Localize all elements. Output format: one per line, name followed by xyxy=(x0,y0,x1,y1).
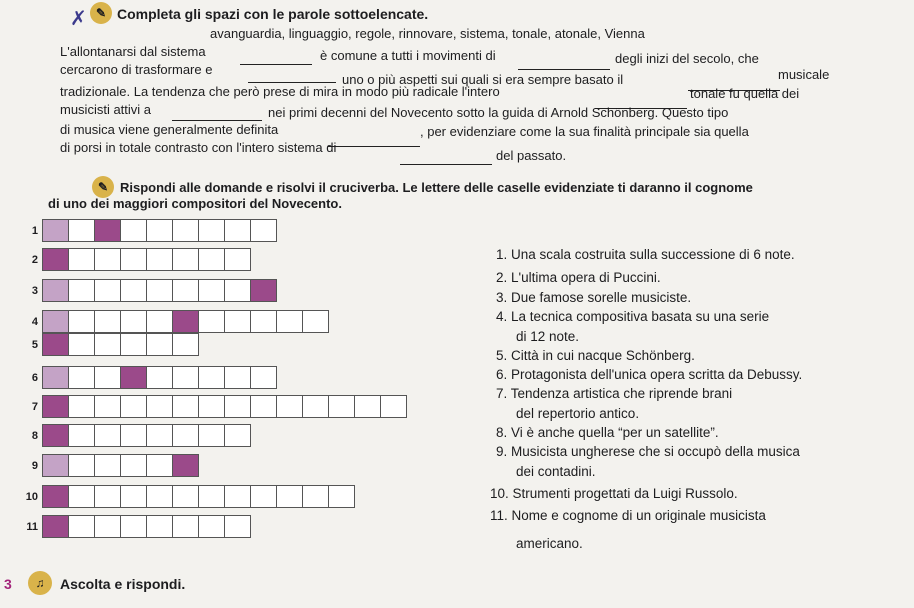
crossword-cell[interactable] xyxy=(250,485,277,508)
crossword-row-number: 11 xyxy=(26,520,38,533)
crossword-cell[interactable] xyxy=(120,219,147,242)
crossword-cell-highlighted[interactable] xyxy=(42,515,69,538)
clue: americano. xyxy=(516,536,583,551)
cross-mark-icon: ✗ xyxy=(70,8,87,30)
crossword-row-number: 10 xyxy=(25,490,38,503)
clue: dei contadini. xyxy=(516,464,596,479)
clue: 11. Nome e cognome di un originale musicista xyxy=(490,508,766,523)
crossword-cell[interactable] xyxy=(328,485,355,508)
clue: 3. Due famose sorelle musiciste. xyxy=(496,290,692,305)
clue: 6. Protagonista dell'unica opera scritta da Debussy. xyxy=(496,367,803,382)
crossword-cell[interactable] xyxy=(68,395,95,418)
crossword-cell-highlighted[interactable] xyxy=(42,395,69,418)
crossword-cell[interactable] xyxy=(94,424,121,447)
crossword-cell[interactable] xyxy=(224,515,251,538)
crossword-cell[interactable] xyxy=(276,485,303,508)
crossword-cell[interactable] xyxy=(68,424,95,447)
crossword-cell[interactable] xyxy=(94,248,121,271)
crossword-cell[interactable] xyxy=(146,366,173,389)
crossword-cell[interactable] xyxy=(302,310,329,333)
crossword-cell[interactable] xyxy=(276,310,303,333)
crossword-cell[interactable] xyxy=(68,279,95,302)
crossword-cell[interactable] xyxy=(172,485,199,508)
crossword-cell[interactable] xyxy=(68,248,95,271)
blank-field[interactable] xyxy=(400,152,492,165)
crossword-cell[interactable] xyxy=(94,485,121,508)
crossword-cell[interactable] xyxy=(198,279,225,302)
crossword-cell[interactable] xyxy=(120,454,147,477)
crossword-cell[interactable] xyxy=(302,395,329,418)
text-line: cercarono di trasformare e xyxy=(60,62,213,77)
blank-field[interactable] xyxy=(172,108,262,121)
crossword-row xyxy=(24,454,198,477)
crossword-cell[interactable] xyxy=(94,310,121,333)
crossword-cell[interactable] xyxy=(198,395,225,418)
crossword-cell[interactable] xyxy=(198,424,225,447)
crossword-cell[interactable] xyxy=(42,366,69,389)
crossword-row xyxy=(24,248,250,271)
blank-field[interactable] xyxy=(240,52,312,65)
crossword-cell[interactable] xyxy=(42,279,69,302)
crossword-cell[interactable] xyxy=(94,454,121,477)
crossword-cell-highlighted[interactable] xyxy=(250,279,277,302)
crossword-cell-highlighted[interactable] xyxy=(42,485,69,508)
crossword-cell[interactable] xyxy=(42,310,69,333)
clue: 5. Città in cui nacque Schönberg. xyxy=(496,348,695,363)
text-line: musicisti attivi a xyxy=(60,102,152,117)
crossword-row-number: 5 xyxy=(31,338,38,351)
crossword-cell[interactable] xyxy=(250,395,277,418)
crossword-cell[interactable] xyxy=(198,515,225,538)
crossword-cell[interactable] xyxy=(224,485,251,508)
exercise-icon: ✎ xyxy=(90,2,112,24)
crossword-cell[interactable] xyxy=(120,515,147,538)
headphones-icon: ♫ xyxy=(28,571,52,595)
crossword-row xyxy=(24,485,354,508)
exercise1-title: Completa gli spazi con le parole sottoelencate. xyxy=(117,6,429,22)
crossword-row-number: 3 xyxy=(31,284,38,297)
text-line: uno o più aspetti sui quali si era sempre basato il xyxy=(342,72,624,87)
text-line: degli inizi del secolo, che xyxy=(615,51,759,66)
crossword-cell[interactable] xyxy=(224,366,251,389)
crossword-cell[interactable] xyxy=(250,366,277,389)
crossword-row xyxy=(24,310,328,333)
blank-field[interactable] xyxy=(518,57,610,70)
crossword-cell[interactable] xyxy=(94,333,121,356)
crossword-cell[interactable] xyxy=(120,395,147,418)
text-line: nei primi decenni del Novecento sotto la guida di Arnold Schönberg. Questo tipo xyxy=(268,105,729,120)
crossword-cell-highlighted[interactable] xyxy=(172,454,199,477)
crossword-row-number: 1 xyxy=(31,224,38,237)
crossword-row xyxy=(24,515,250,538)
clue: di 12 note. xyxy=(516,329,580,344)
crossword-cell[interactable] xyxy=(224,279,251,302)
crossword-row xyxy=(24,424,250,447)
crossword-row xyxy=(24,333,198,356)
crossword-cell[interactable] xyxy=(94,279,121,302)
exercise2-title-line1: Rispondi alle domande e risolvi il cruciverba. Le lettere delle caselle evidenziate ti daranno il cognome xyxy=(120,180,753,195)
text-line: , per evidenziare come la sua finalità principale sia quella xyxy=(420,124,749,139)
crossword-cell-highlighted[interactable] xyxy=(42,424,69,447)
crossword-cell[interactable] xyxy=(250,219,277,242)
text-line: musicale xyxy=(778,67,830,82)
clue: 8. Vi è anche quella “per un satellite”. xyxy=(496,425,719,440)
crossword-cell[interactable] xyxy=(302,485,329,508)
clue: 10. Strumenti progettati da Luigi Russolo. xyxy=(490,486,738,501)
crossword-cell[interactable] xyxy=(172,279,199,302)
crossword-cell[interactable] xyxy=(68,219,95,242)
crossword-cell[interactable] xyxy=(146,219,173,242)
clue: 7. Tendenza artistica che riprende brani xyxy=(496,386,733,401)
exercise3-title: Ascolta e rispondi. xyxy=(60,576,186,592)
crossword-cell[interactable] xyxy=(146,485,173,508)
crossword-cell[interactable] xyxy=(68,515,95,538)
crossword-cell[interactable] xyxy=(146,454,173,477)
crossword-cell[interactable] xyxy=(146,515,173,538)
text-line: tradizionale. La tendenza che però prese di mira in modo più radicale l'intero xyxy=(60,84,500,99)
clue: 2. L'ultima opera di Puccini. xyxy=(496,270,661,285)
crossword-row xyxy=(24,279,276,302)
exercise-icon: ✎ xyxy=(92,176,114,198)
crossword-cell[interactable] xyxy=(276,395,303,418)
crossword-cell[interactable] xyxy=(146,248,173,271)
crossword-cell-highlighted[interactable] xyxy=(120,366,147,389)
blank-field[interactable] xyxy=(248,70,336,83)
crossword-row-number: 7 xyxy=(31,400,38,413)
text-line: è comune a tutti i movimenti di xyxy=(320,48,496,63)
text-line: L'allontanarsi dal sistema xyxy=(60,44,206,59)
text-line: di porsi in totale contrasto con l'intero sistema di xyxy=(60,140,337,155)
clue: del repertorio antico. xyxy=(516,406,640,421)
text-line: di musica viene generalmente definita xyxy=(60,122,279,137)
crossword-cell[interactable] xyxy=(42,454,69,477)
crossword-row xyxy=(24,366,276,389)
crossword-cell[interactable] xyxy=(68,333,95,356)
crossword-cell[interactable] xyxy=(146,279,173,302)
crossword-cell[interactable] xyxy=(120,333,147,356)
crossword-cell[interactable] xyxy=(224,219,251,242)
crossword-cell[interactable] xyxy=(198,219,225,242)
crossword-cell[interactable] xyxy=(146,395,173,418)
crossword-row-number: 8 xyxy=(31,429,38,442)
clue: 9. Musicista ungherese che si occupò della musica xyxy=(496,444,800,459)
crossword-cell[interactable] xyxy=(94,395,121,418)
crossword-cell[interactable] xyxy=(224,424,251,447)
crossword-cell[interactable] xyxy=(146,333,173,356)
exercise3-number: 3 xyxy=(4,576,12,592)
crossword-row xyxy=(24,395,406,418)
word-bank: avanguardia, linguaggio, regole, rinnovare, sistema, tonale, atonale, Vienna xyxy=(210,26,645,41)
crossword-cell[interactable] xyxy=(224,395,251,418)
crossword-cell[interactable] xyxy=(68,366,95,389)
crossword-cell[interactable] xyxy=(120,279,147,302)
crossword-row-number: 4 xyxy=(31,315,38,328)
clue: 4. La tecnica compositiva basata su una serie xyxy=(496,309,770,324)
crossword-cell[interactable] xyxy=(224,310,251,333)
crossword-cell[interactable] xyxy=(172,395,199,418)
crossword-row-number: 2 xyxy=(31,253,38,266)
text-line: del passato. xyxy=(496,148,567,163)
crossword-cell[interactable] xyxy=(380,395,407,418)
crossword-row xyxy=(24,219,276,242)
crossword-cell[interactable] xyxy=(328,395,355,418)
crossword-cell[interactable] xyxy=(172,366,199,389)
crossword-cell[interactable] xyxy=(354,395,381,418)
crossword-cell[interactable] xyxy=(172,515,199,538)
crossword-cell-highlighted[interactable] xyxy=(42,333,69,356)
crossword-cell[interactable] xyxy=(68,485,95,508)
crossword-row-number: 6 xyxy=(31,371,38,384)
crossword-row-number: 9 xyxy=(31,459,38,472)
text-line: tonale fu quella dei xyxy=(690,86,800,101)
crossword-cell[interactable] xyxy=(42,219,69,242)
crossword-cell-highlighted[interactable] xyxy=(42,248,69,271)
crossword-cell[interactable] xyxy=(172,248,199,271)
crossword-cell[interactable] xyxy=(198,248,225,271)
crossword-cell[interactable] xyxy=(198,310,225,333)
blank-field[interactable] xyxy=(328,134,420,147)
crossword-cell[interactable] xyxy=(198,485,225,508)
crossword-cell[interactable] xyxy=(120,424,147,447)
crossword-cell[interactable] xyxy=(172,424,199,447)
crossword-cell[interactable] xyxy=(172,333,199,356)
crossword-cell[interactable] xyxy=(68,310,95,333)
crossword-cell[interactable] xyxy=(120,310,147,333)
crossword-cell[interactable] xyxy=(224,248,251,271)
crossword-cell-highlighted[interactable] xyxy=(172,310,199,333)
crossword-cell[interactable] xyxy=(68,454,95,477)
crossword-cell[interactable] xyxy=(146,310,173,333)
clue: 1. Una scala costruita sulla successione di 6 note. xyxy=(496,247,795,262)
crossword-cell[interactable] xyxy=(250,310,277,333)
crossword-cell[interactable] xyxy=(198,366,225,389)
exercise2-title-line2: di uno dei maggiori compositori del Novecento. xyxy=(48,196,342,211)
crossword-cell[interactable] xyxy=(120,248,147,271)
crossword-cell[interactable] xyxy=(94,515,121,538)
crossword-cell[interactable] xyxy=(94,366,121,389)
crossword-cell-highlighted[interactable] xyxy=(94,219,121,242)
crossword-cell[interactable] xyxy=(120,485,147,508)
crossword-cell[interactable] xyxy=(146,424,173,447)
crossword-cell[interactable] xyxy=(172,219,199,242)
